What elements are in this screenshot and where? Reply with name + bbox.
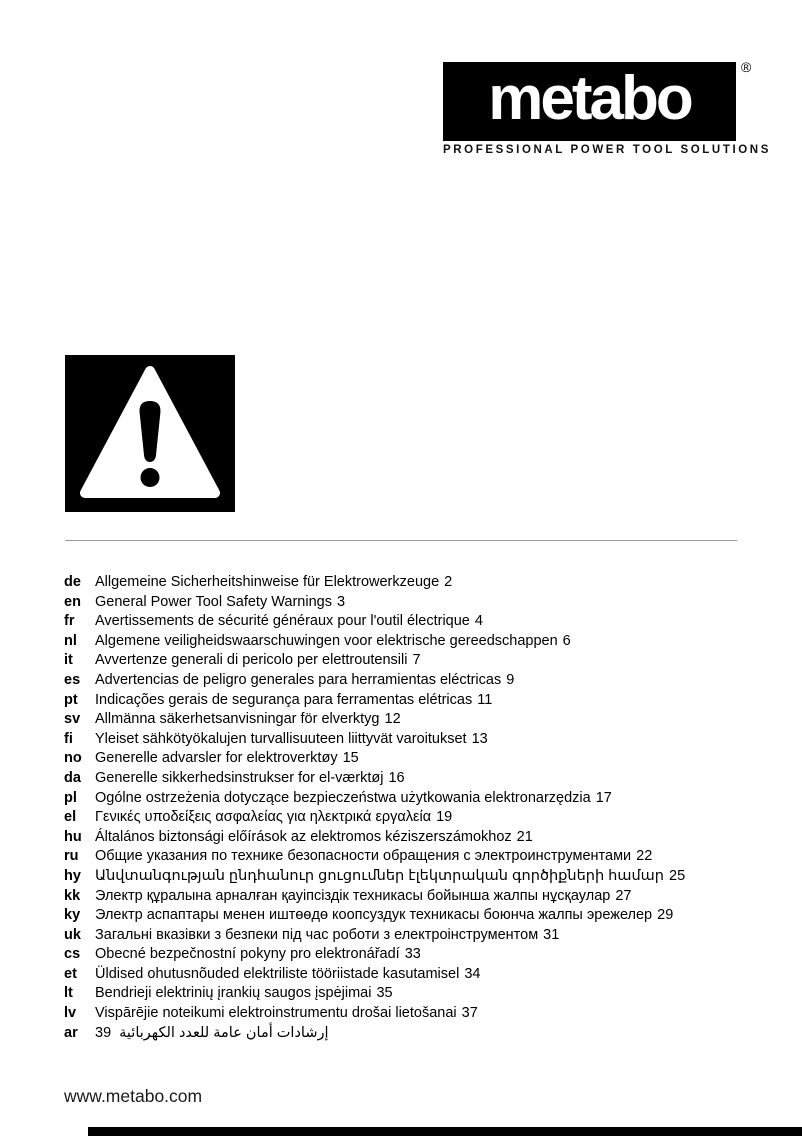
language-title: Indicações gerais de segurança para ferramentas elétricas	[95, 691, 473, 708]
language-code: uk	[64, 926, 81, 943]
language-row	[64, 808, 754, 828]
language-title: Allgemeine Sicherheitshinweise für Elektrowerkzeuge	[95, 574, 440, 590]
brand-tagline: PROFESSIONAL POWER TOOL SOLUTIONS	[443, 144, 771, 156]
language-row	[64, 965, 754, 985]
page-number: 21	[516, 828, 533, 845]
language-title: Algemene veiligheidswaarschuwingen voor elektrische gereedschappen	[95, 632, 558, 649]
language-row	[64, 710, 754, 730]
page-number: 7	[412, 652, 421, 669]
page-number: 17	[595, 789, 612, 806]
metabo-logo	[443, 62, 736, 141]
language-title: إرشادات أمان عامة للعدد الكهربائية	[119, 1024, 329, 1041]
language-code: et	[64, 965, 77, 982]
registered-trademark: ®	[741, 59, 752, 75]
language-title: Vispārējie noteikumi elektroinstrumentu drošai lietošanai	[95, 1005, 457, 1022]
language-row	[64, 1004, 754, 1024]
page-number: 31	[543, 926, 560, 943]
page-number: 33	[404, 946, 421, 963]
page-number: 16	[388, 769, 405, 786]
language-title: Avertissements de sécurité généraux pour l'outil électrique	[95, 613, 470, 630]
language-code: hu	[64, 828, 82, 845]
language-code: pl	[64, 789, 77, 806]
language-row	[64, 612, 754, 632]
language-title: Allmänna säkerhetsanvisningar för elverktyg	[95, 711, 380, 728]
page-number: 13	[471, 730, 488, 747]
language-row	[64, 945, 754, 965]
language-code: hy	[64, 867, 81, 884]
page-number: 11	[477, 691, 493, 708]
language-code: pt	[64, 691, 78, 708]
language-row	[64, 984, 754, 1004]
language-title: Электр аспаптары менен иштөөдө коопсуздук техникасы боюнча жалпы эрежелер	[95, 907, 653, 924]
page-number: 39	[95, 1024, 112, 1041]
language-title: Անվտանգության ընդհանուր ցուցումներ էլեկտրական գործիքների համար	[95, 867, 664, 884]
page-number: 22	[636, 848, 653, 865]
language-row	[64, 926, 754, 946]
language-code: sv	[64, 711, 81, 728]
language-title: Bendrieji elektrinių įrankių saugos įspėjimai	[95, 985, 372, 1002]
language-code: nl	[64, 632, 77, 649]
language-row	[64, 573, 754, 593]
logo-text: metabo	[488, 63, 691, 133]
language-row	[64, 789, 754, 809]
page-number: 29	[657, 907, 674, 924]
language-title: Generelle sikkerhedsinstrukser for el-værktøj	[95, 769, 384, 786]
page-number: 19	[436, 809, 453, 826]
page-number: 35	[376, 985, 393, 1002]
language-row	[64, 769, 754, 789]
language-code: it	[64, 652, 73, 669]
separator-line	[65, 540, 737, 541]
language-row	[64, 749, 754, 769]
language-row	[64, 593, 754, 613]
page-number: 2	[444, 574, 453, 590]
language-row	[64, 671, 754, 691]
page-number: 9	[506, 671, 515, 688]
language-row	[64, 887, 754, 907]
page-number: 27	[615, 887, 632, 904]
language-code: en	[64, 593, 81, 610]
language-title: General Power Tool Safety Warnings	[95, 593, 332, 610]
language-code: kk	[64, 887, 81, 904]
page-number: 4	[474, 613, 483, 630]
language-title: Üldised ohutusnõuded elektriliste tööriistade kasutamisel	[95, 965, 460, 982]
language-title: Avvertenze generali di pericolo per elettroutensili	[95, 652, 408, 669]
language-list	[64, 573, 754, 1043]
page-number: 15	[342, 750, 359, 767]
language-title: Загальні вказівки з безпеки під час роботи з електроінструментом	[95, 926, 539, 943]
language-title: Yleiset sähkötyökalujen turvallisuuteen liittyvät varoitukset	[95, 730, 467, 747]
language-title: Általános biztonsági előírások az elektromos kéziszerszámokhoz	[95, 828, 512, 845]
language-code: no	[64, 750, 82, 767]
language-row	[64, 867, 754, 887]
page-number: 3	[336, 593, 346, 610]
language-code: ru	[64, 848, 79, 865]
language-code: cs	[64, 946, 81, 963]
language-title: Ogólne ostrzeżenia dotyczące bezpieczeństwa użytkowania elektronarzędzia	[95, 789, 591, 806]
language-code: de	[64, 574, 81, 590]
warning-triangle-icon	[65, 355, 235, 512]
page-number: 12	[384, 711, 401, 728]
language-title: Γενικές υποδείξεις ασφαλείας για ηλεκτρικά εργαλεία	[95, 809, 432, 826]
language-code: da	[64, 769, 81, 786]
page-number: 25	[669, 867, 686, 884]
language-code: lv	[64, 1005, 77, 1022]
language-code: el	[64, 809, 77, 826]
language-code: ar	[64, 1024, 78, 1041]
language-code: fi	[64, 730, 73, 747]
language-code: fr	[64, 613, 75, 630]
language-title: Obecné bezpečnostní pokyny pro elektronářadí	[95, 946, 400, 963]
language-row	[64, 651, 754, 671]
language-row	[64, 1024, 754, 1044]
language-code: es	[64, 671, 81, 688]
language-row	[64, 906, 754, 926]
page-number: 34	[464, 965, 481, 982]
language-row	[64, 691, 754, 711]
language-row	[64, 730, 754, 750]
language-title: Электр құралына арналған қауіпсіздік техникасы бойынша жалпы нұсқаулар	[95, 887, 611, 904]
footer-bar	[88, 1127, 802, 1136]
language-title: Advertencias de peligro generales para herramientas eléctricas	[95, 671, 502, 688]
language-row	[64, 632, 754, 652]
language-title: Общие указания по технике безопасности обращения с электроинструментами	[95, 848, 632, 865]
language-code: ky	[64, 907, 81, 924]
page-number: 37	[461, 1005, 478, 1022]
language-code: lt	[64, 985, 73, 1002]
language-row	[64, 847, 754, 867]
page-number: 6	[562, 632, 571, 649]
website-url: www.metabo.com	[64, 1086, 203, 1106]
language-row	[64, 828, 754, 848]
language-title: Generelle advarsler for elektroverktøy	[95, 750, 338, 767]
